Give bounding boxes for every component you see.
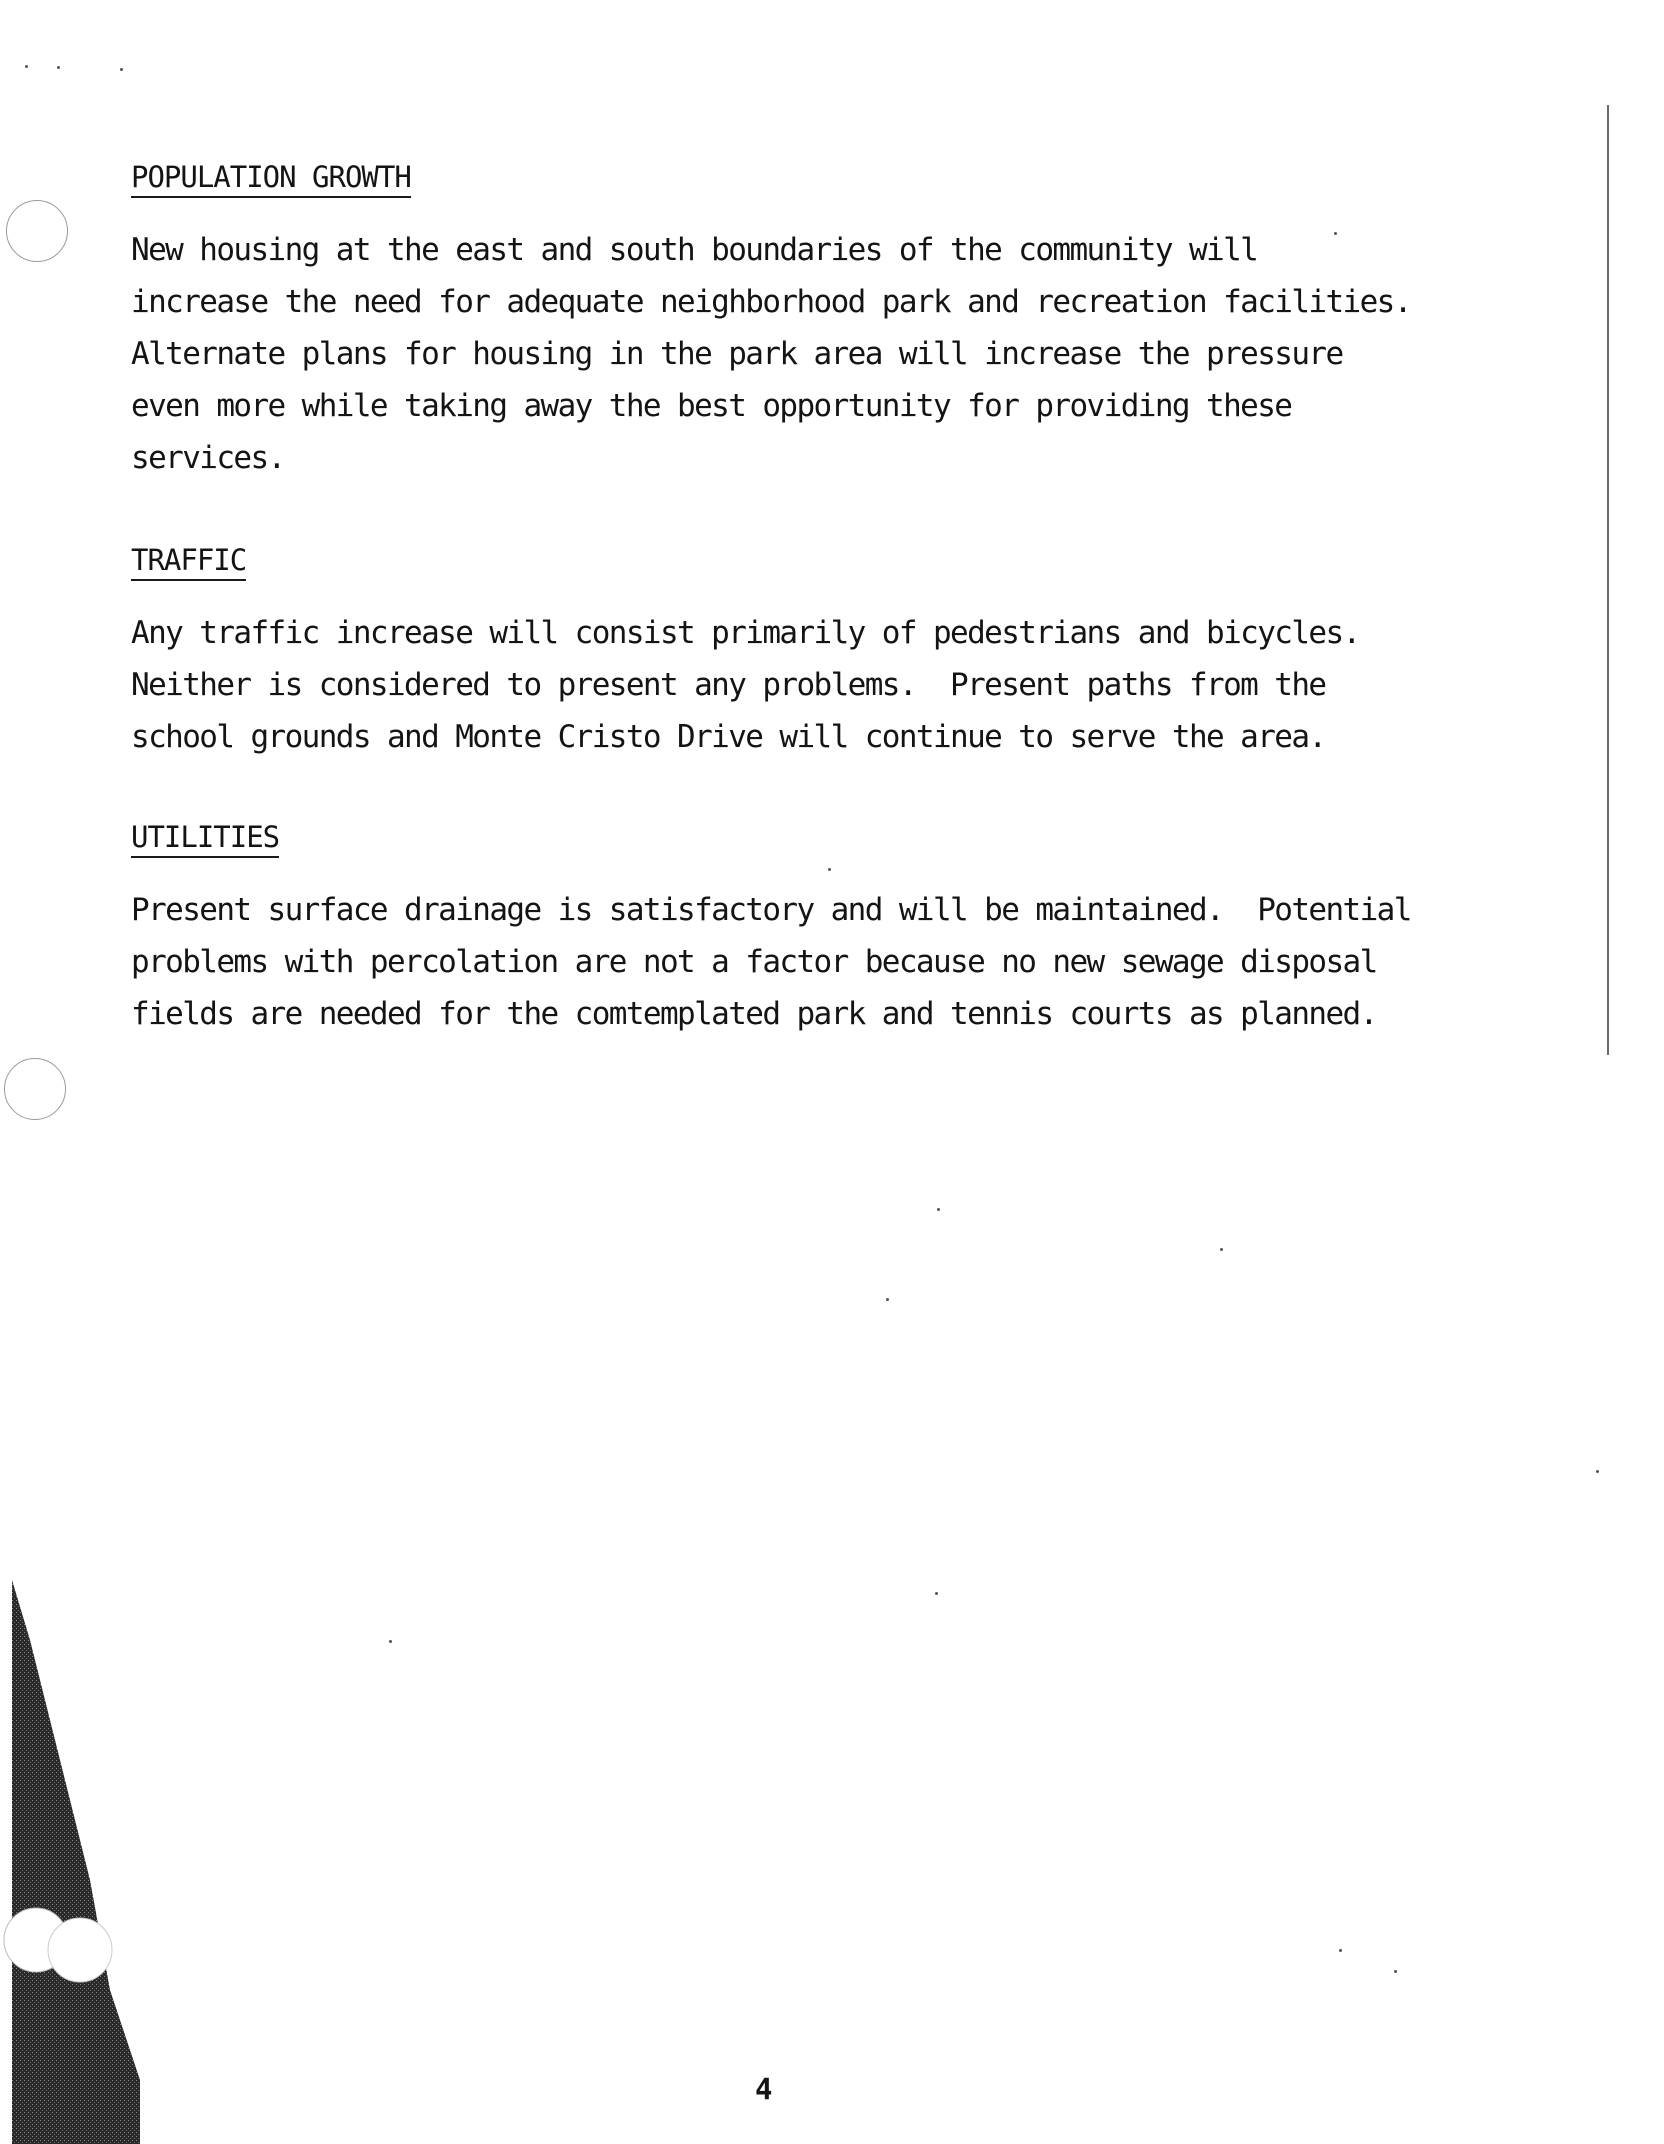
section-population-growth [131, 160, 1431, 484]
paragraph-line: school grounds and Monte Cristo Drive will continue to serve the area. [131, 719, 1326, 755]
scan-speck [1596, 1470, 1599, 1473]
page-number: 4 [755, 2072, 773, 2106]
scan-speck [389, 1640, 392, 1643]
paragraph-line: even more while taking away the best opportunity for providing these [131, 388, 1292, 424]
paragraph-line: Neither is considered to present any problems. Present paths from the [131, 667, 1326, 703]
scan-margin-line [1607, 105, 1609, 1055]
scan-speck [937, 1208, 940, 1211]
section-paragraph [131, 884, 1431, 1040]
scan-dark-edge [0, 0, 160, 2144]
paragraph-line: increase the need for adequate neighborhood park and recreation facilities. [131, 284, 1411, 320]
paragraph-line: services. [131, 440, 285, 476]
scan-speck [1394, 1970, 1397, 1973]
paragraph-line: Present surface drainage is satisfactory and will be maintained. Potential [131, 892, 1411, 928]
scan-speck [1334, 232, 1337, 235]
paragraph-line: Any traffic increase will consist primarily of pedestrians and bicycles. [131, 615, 1360, 651]
section-heading: UTILITIES [131, 820, 279, 858]
section-heading: TRAFFIC [131, 543, 246, 581]
section-utilities [131, 820, 1431, 1040]
paragraph-line: Alternate plans for housing in the park area will increase the pressure [131, 336, 1343, 372]
scan-speck [828, 868, 831, 871]
scan-speck [25, 65, 28, 68]
section-traffic [131, 543, 1431, 763]
section-paragraph [131, 607, 1431, 763]
paragraph-line: New housing at the east and south boundaries of the community will [131, 232, 1258, 268]
section-paragraph [131, 224, 1431, 484]
scan-speck [886, 1298, 889, 1301]
section-heading: POPULATION GROWTH [131, 160, 411, 198]
scan-speck [1220, 1248, 1223, 1251]
scan-speck [57, 66, 60, 69]
paragraph-line: problems with percolation are not a factor because no new sewage disposal [131, 944, 1377, 980]
paragraph-line: fields are needed for the comtemplated park and tennis courts as planned. [131, 996, 1377, 1032]
scan-speck [120, 68, 123, 71]
scan-speck [935, 1592, 938, 1595]
scan-speck [1339, 1949, 1342, 1952]
